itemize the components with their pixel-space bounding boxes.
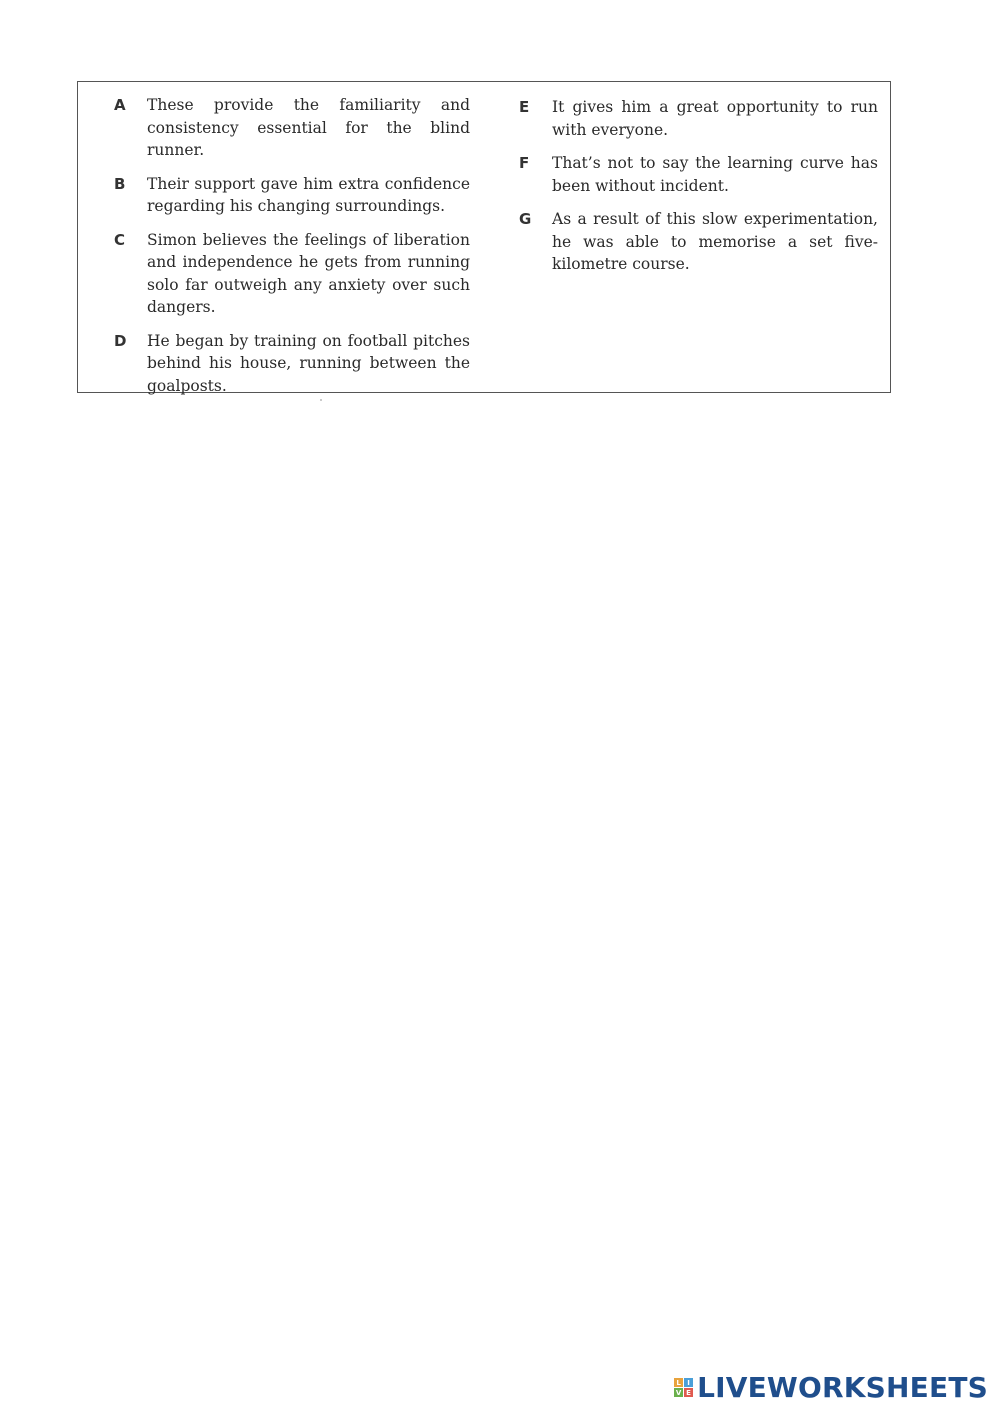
scan-speck xyxy=(320,399,322,401)
option-text: It gives him a great opportunity to run with everyone. xyxy=(552,98,878,139)
option-text: As a result of this slow experimentation, he was able to memorise a set five-kilometre course. xyxy=(552,210,878,273)
option-text: These provide the familiarity and consistency essential for the blind runner. xyxy=(147,96,470,159)
logo-letter-e: E xyxy=(684,1388,693,1397)
option-b xyxy=(114,173,470,218)
option-c xyxy=(114,229,470,319)
option-e xyxy=(519,96,878,141)
liveworksheets-brand[interactable] xyxy=(674,1371,988,1404)
option-letter: D xyxy=(114,331,127,350)
option-letter: E xyxy=(519,98,530,116)
option-a xyxy=(114,94,470,162)
options-right-column xyxy=(519,94,878,276)
option-text: Their support gave him extra confidence regarding his changing surroundings. xyxy=(147,174,470,215)
option-letter: A xyxy=(114,96,126,114)
options-box xyxy=(77,81,891,393)
option-d xyxy=(114,330,470,398)
option-f xyxy=(519,152,878,197)
option-letter: C xyxy=(114,230,126,249)
option-text: Simon believes the feelings of liberation and independence he gets from running solo far outweigh any anxiety over such dangers. xyxy=(147,230,470,316)
option-text: He began by training on football pitches behind his house, running between the goalposts. xyxy=(147,331,470,395)
brand-name: LIVEWORKSHEETS xyxy=(697,1371,988,1404)
option-g xyxy=(519,208,878,276)
option-letter: B xyxy=(114,174,126,193)
options-left-column xyxy=(114,94,470,397)
liveworksheets-logo-icon xyxy=(674,1378,693,1397)
option-letter: G xyxy=(519,210,532,228)
option-letter: F xyxy=(519,154,530,172)
logo-letter-v: V xyxy=(675,1388,682,1397)
logo-letter-l: L xyxy=(674,1378,683,1387)
option-text: That’s not to say the learning curve has been without incident. xyxy=(552,154,878,195)
logo-letter-i: I xyxy=(684,1378,693,1387)
